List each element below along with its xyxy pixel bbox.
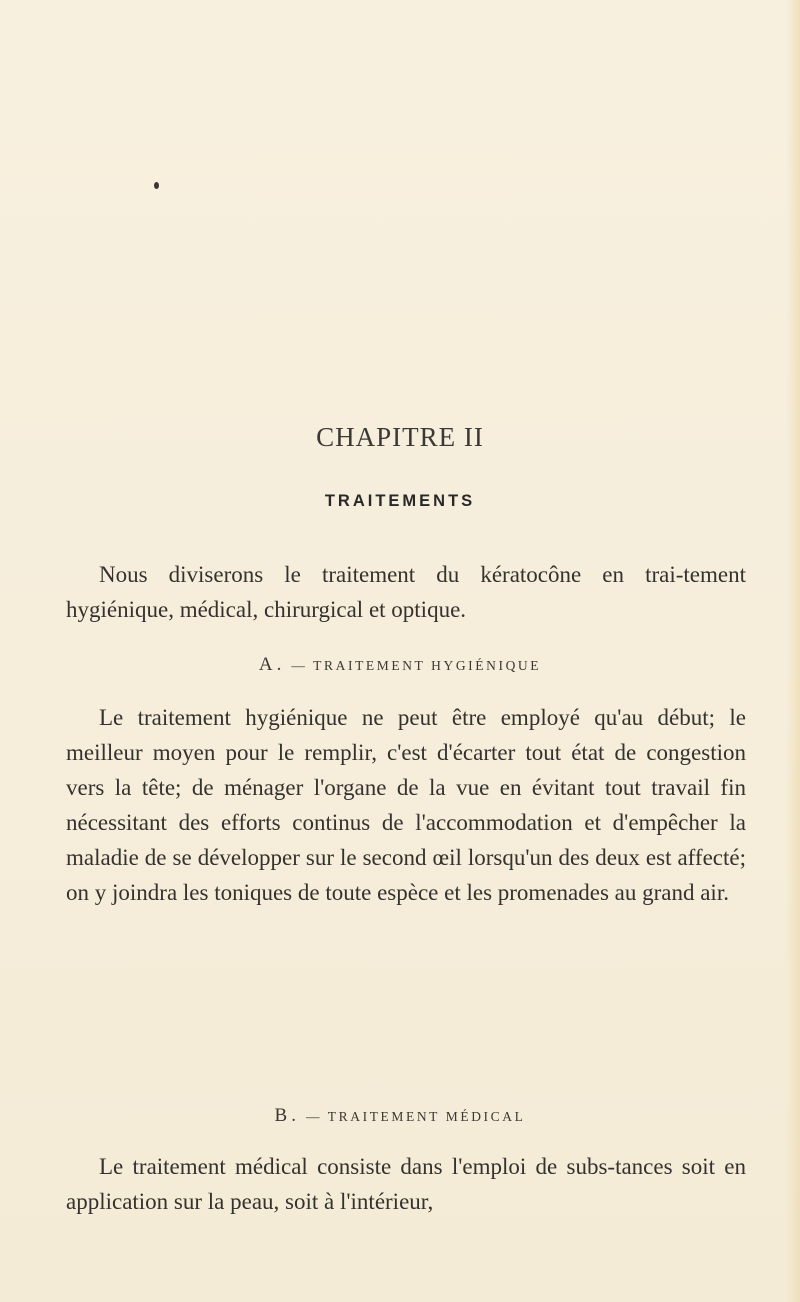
section-b-text: Le traitement médical consiste dans l'emploi de subs-tances soit en application sur la peau, soit à l'intérieur, (66, 1154, 746, 1214)
chapter-heading: CHAPITRE II (316, 422, 484, 452)
section-b-dash: — (305, 1109, 323, 1124)
section-a-letter: A. (258, 654, 286, 675)
section-a-text: Le traitement hygiénique ne peut être employé qu'au début; le meilleur moyen pour le remplir, c'est d'écarter tout état de congestion vers la tête; de ménager l'organe de la vue en évitant tout travail fin nécessitant des efforts continus de l'accommodation et d'empêcher la maladie de se développer sur le second œil lorsqu'un des deux est affecté; on y joindra les toniques de toute espèce et les promenades au grand air. (66, 705, 746, 905)
intro-paragraph (66, 557, 746, 627)
section-b-title: TRAITEMENT MÉDICAL (327, 1109, 526, 1124)
ink-speck (154, 182, 159, 189)
section-a-paragraph (66, 700, 746, 910)
section-b-paragraph (66, 1149, 746, 1219)
section-b-heading (0, 1105, 800, 1127)
chapter-title: TRAITEMENTS (324, 492, 476, 510)
section-a-title: TRAITEMENT HYGIÉNIQUE (313, 658, 542, 673)
section-a-dash: — (291, 658, 308, 673)
intro-text: Nous diviserons le traitement du kératocône en trai-tement hygiénique, médical, chirurgical et optique. (66, 562, 746, 622)
section-a-heading (0, 654, 800, 676)
section-b-letter: B. (274, 1105, 300, 1126)
